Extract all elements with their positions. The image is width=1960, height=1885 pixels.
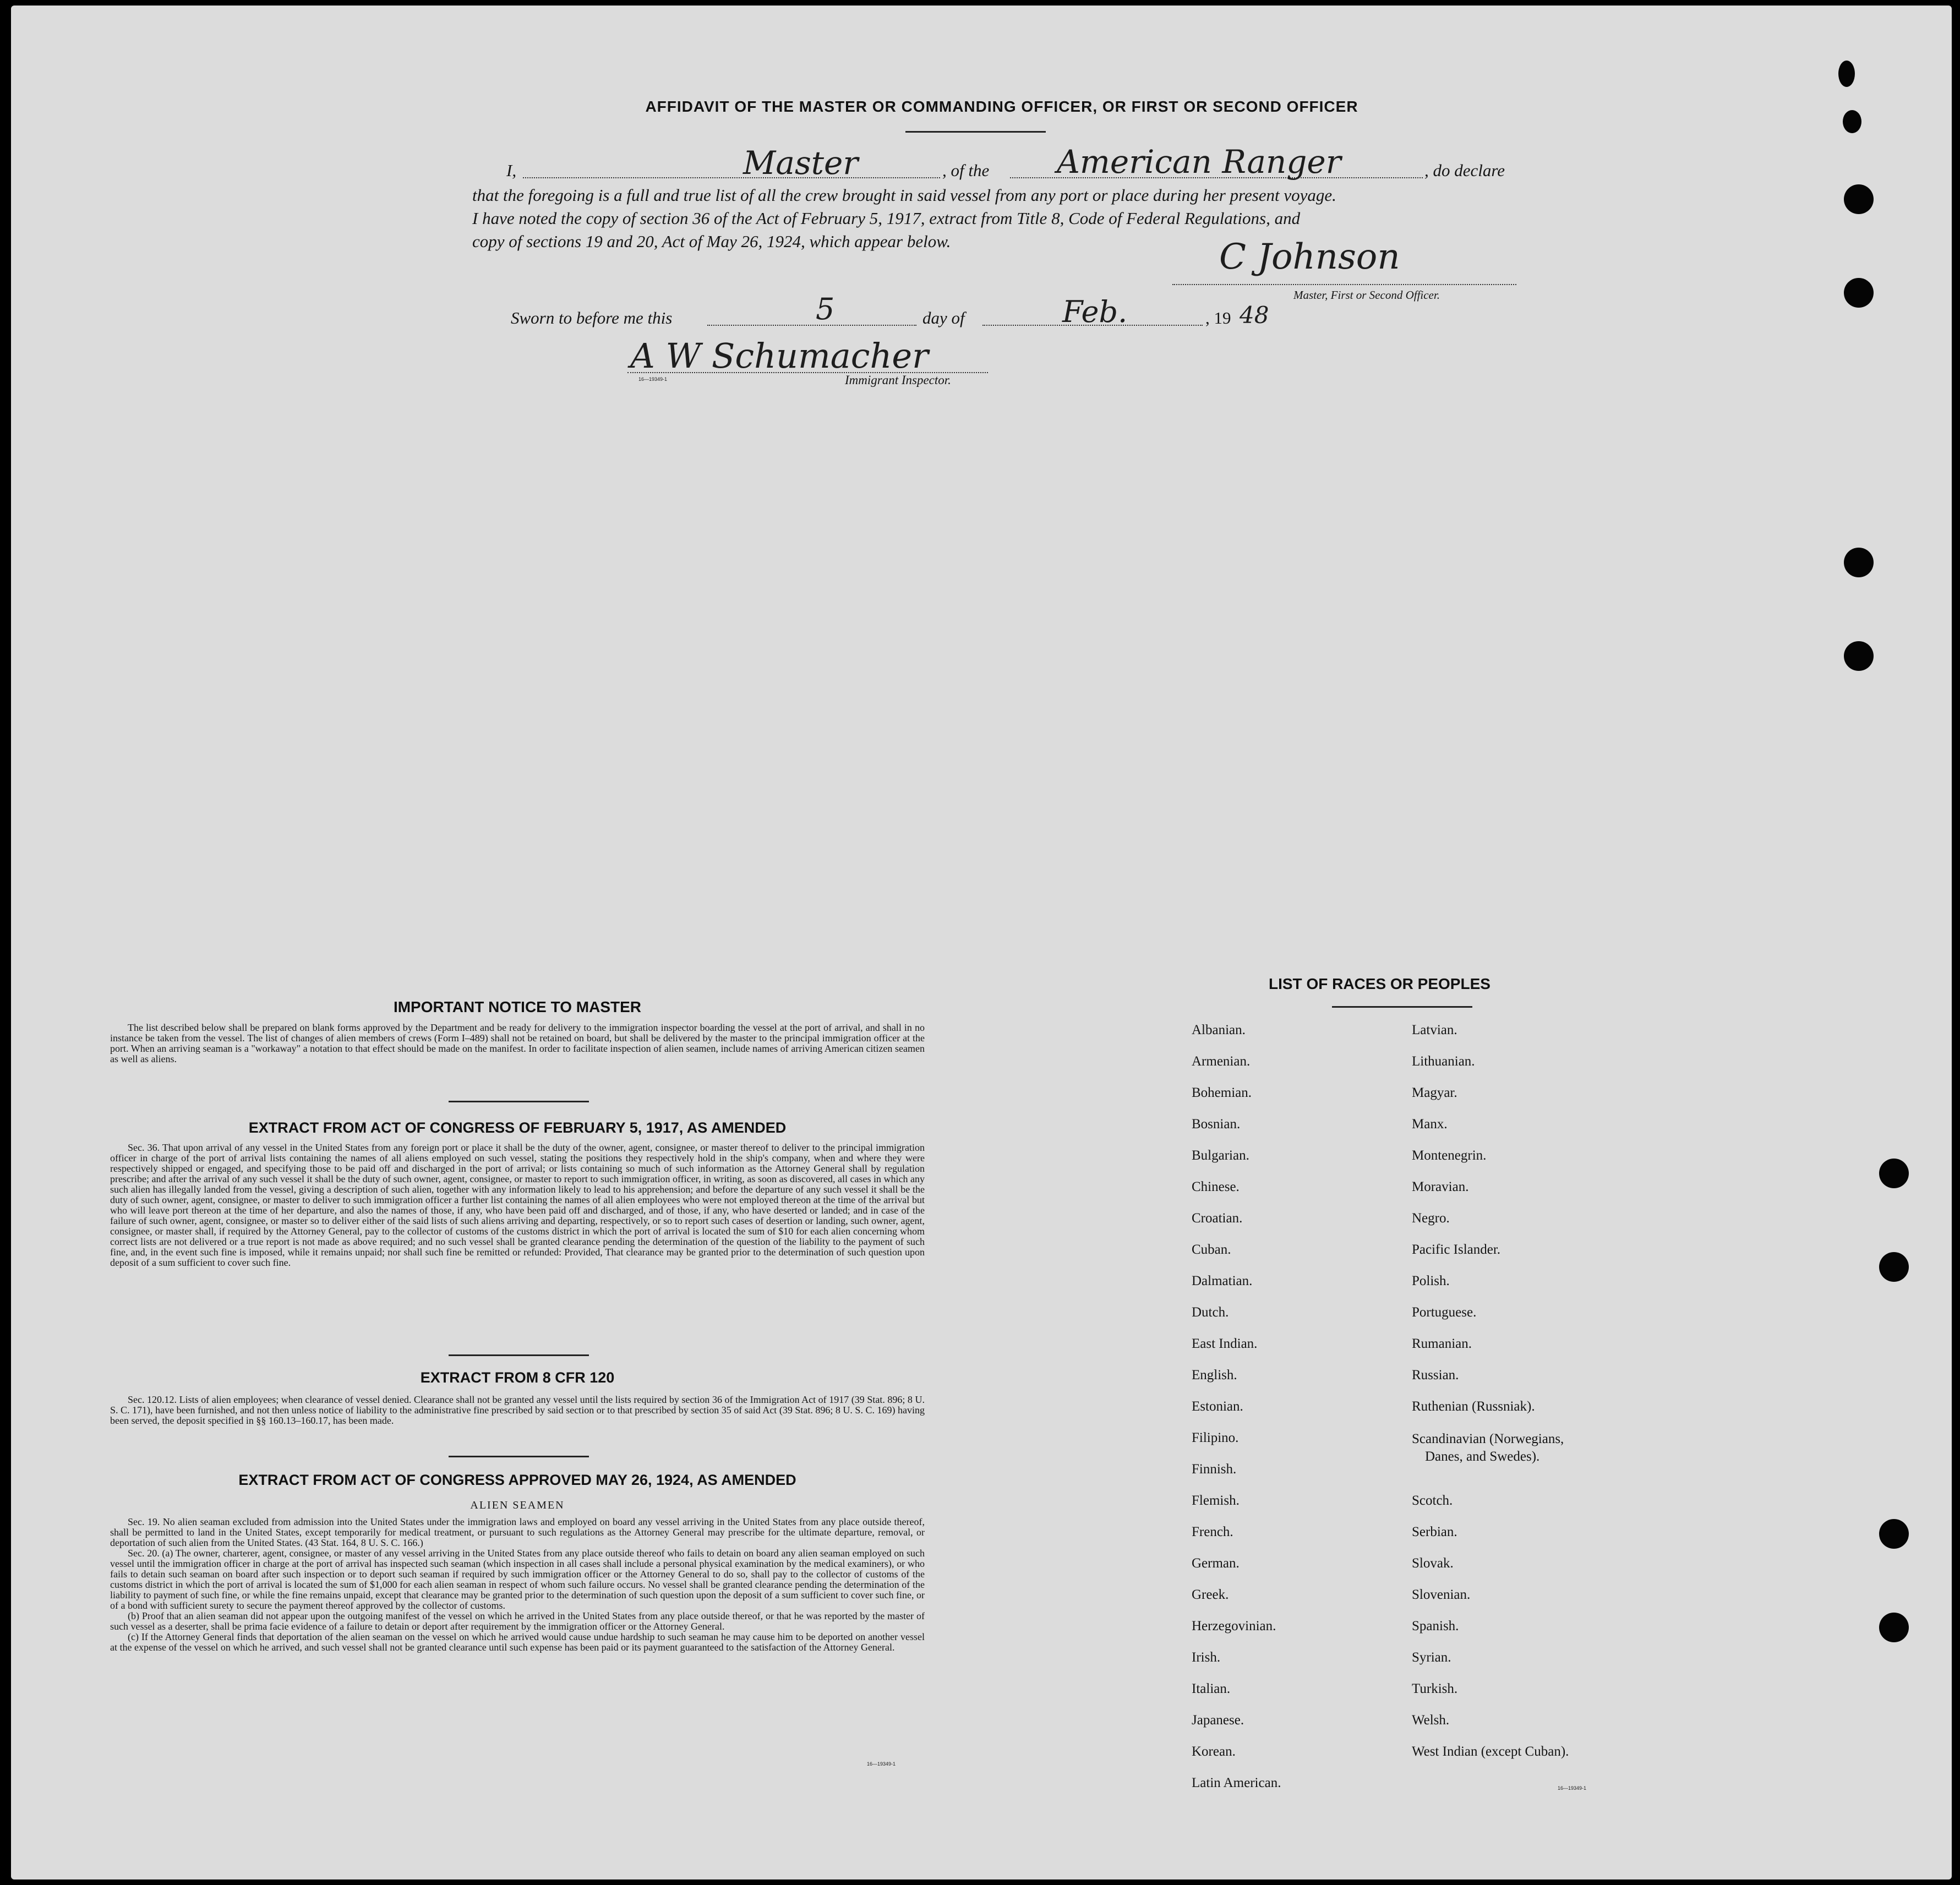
form-number: 16—19349-1	[1558, 1785, 1587, 1791]
handwritten-vessel-name: American Ranger	[1057, 143, 1341, 181]
punch-hole	[1843, 110, 1861, 133]
master-signature: C Johnson	[1219, 237, 1400, 277]
race-item: Turkish.	[1412, 1681, 1458, 1696]
notice-paragraph: The list described below shall be prepared on blank forms approved by the Department and be ready for delivery to the immigration inspector boarding the vessel at the port of arrival, and shall in no instance be taken from the vessel. The list of changes of alien members of crews (Form I–489) shall not be retained on board, but shall be delivered by the master to the principal immigration officer at the port. When an arriving seaman is a "workaway" a notation to that effect should be made on the manifest. In order to facilitate inspection of alien seamen, include names of arriving American citizen seamen as well as aliens.	[110, 1022, 925, 1064]
race-item: Dalmatian.	[1192, 1274, 1253, 1288]
race-item: Latin American.	[1192, 1775, 1281, 1790]
extract-1924-heading: EXTRACT FROM ACT OF CONGRESS APPROVED MAY 26, 1924, AS AMENDED	[238, 1472, 796, 1488]
form-page	[11, 6, 1952, 1879]
race-item: Bohemian.	[1192, 1085, 1252, 1100]
race-item: Irish.	[1192, 1650, 1221, 1665]
sec-20b-paragraph: (b) Proof that an alien seaman did not appear upon the outgoing manifest of the vessel on which he arrived in the United States from any place outside thereof, or that he was reported by the master of such vessel as a deserter, shall be prima facie evidence of a failure to detain or deport after requirement by the immigration officer or the Attorney General.	[110, 1610, 925, 1632]
race-item: Greek.	[1192, 1587, 1229, 1602]
sec-120-12-paragraph: Sec. 120.12. Lists of alien employees; when clearance of vessel denied. Clearance shall not be granted any vessel until the lists required by section 36 of the Immigration Act of 1917 (39 Stat. 896; 8 U. S. C. 171), have been furnished, and not then unless notice of liability to the administrative fine prescribed by said section or to that prescribed by section 35 of said Act (39 Stat. 896; 8 U. S. C. 169) having been served, the deposit specified in §§ 160.13–160.17, has been made.	[110, 1394, 925, 1426]
alien-seamen-subheading: ALIEN SEAMEN	[470, 1499, 565, 1511]
form-number: 16—19349-1	[867, 1761, 896, 1767]
handwritten-month: Feb.	[1062, 294, 1128, 329]
race-item: Italian.	[1192, 1681, 1231, 1696]
sworn-label: Sworn to before me this	[511, 308, 673, 327]
race-item: Flemish.	[1192, 1493, 1240, 1508]
race-item: Lithuanian.	[1412, 1054, 1475, 1069]
sec-20c-paragraph: (c) If the Attorney General finds that deportation of the alien seaman on the vessel on which he arrived would cause undue hardship to such seaman he may cause him to be deported on another vessel at the expense of the vessel on which he arrived, and such vessel shall not be granted clearance until such expense has been paid or its payment guaranteed to the satisfaction of the Attorney General.	[110, 1631, 925, 1653]
race-item: Polish.	[1412, 1274, 1450, 1288]
race-item	[1412, 1430, 1564, 1466]
race-item: Albanian.	[1192, 1023, 1246, 1037]
handwritten-day: 5	[816, 292, 835, 326]
race-item: Herzegovinian.	[1192, 1619, 1276, 1633]
race-item: Slovenian.	[1412, 1587, 1471, 1602]
punch-hole	[1879, 1159, 1909, 1188]
day-of-label: day of	[922, 308, 965, 327]
race-item: Pacific Islander.	[1412, 1242, 1501, 1257]
extract-cfr-heading: EXTRACT FROM 8 CFR 120	[420, 1369, 615, 1386]
punch-hole	[1844, 278, 1874, 308]
punch-hole	[1879, 1252, 1909, 1282]
declaration-line: copy of sections 19 and 20, Act of May 26, 1924, which appear below.	[472, 232, 951, 251]
declaration-line: that the foregoing is a full and true list of all the crew brought in said vessel from any port or place during her present voyage.	[472, 185, 1336, 205]
race-item: Manx.	[1412, 1117, 1448, 1132]
declaration-prefix: I,	[506, 161, 517, 180]
race-item: Magyar.	[1412, 1085, 1457, 1100]
inspector-signature: A W Schumacher	[630, 336, 929, 376]
race-item: Latvian.	[1412, 1023, 1457, 1037]
sec-36-paragraph: Sec. 36. That upon arrival of any vessel in the United States from any foreign port or place it shall be the duty of the owner, agent, consignee, or master thereof to deliver to the principal immigration officer in charge of the port of arrival lists containing the names of all aliens employed on such vessel, stating the positions they respectively hold in the ship's company, when and where they were respectively shipped or engaged, and specifying those to be paid off and discharged in the port of arrival; or lists containing so much of such information as the Attorney General shall by regulation prescribe; and after the arrival of any such vessel it shall be the duty of such owner, agent, consignee, or master to report to such immigration officer, in writing, as soon as discovered, all cases in which any such alien has illegally landed from the vessel, giving a description of such alien, together with any information likely to lead to his apprehension; and before the departure of any such vessel it shall be the duty of such owner, agent, consignee, or master to deliver to such immigration officer a further list containing the names of all alien employees who were not employed thereon at the time of the arrival but who will leave port thereon at the time of her departure, and also the names of those, if any, who have been paid off and discharged, and of those, if any, who have deserted or landed; and in case of the failure of such owner, agent, consignee, or master so to deliver either of the said lists of such aliens arriving and departing, respectively, or so to report such cases of desertion or landing, such owner, agent, consignee, or master shall, if required by the Attorney General, pay to the collector of customs of the customs district in which the port of arrival is located the sum of $10 for each alien concerning whom correct lists are not delivered or a true report is not made as above required; and no such vessel shall be granted clearance pending the determination of the question of the liability to the payment of such fine, and, in the event such fine is imposed, while it remains unpaid; nor shall such fine be remitted or refunded: Provided, That clearance may be granted prior to the determination of such question upon deposit of a sum sufficient to cover such fine.	[110, 1142, 925, 1268]
race-item: Estonian.	[1192, 1399, 1243, 1414]
race-item: Moravian.	[1412, 1179, 1469, 1194]
race-item-line: Danes, and Swedes).	[1425, 1449, 1540, 1464]
race-item: Scotch.	[1412, 1493, 1453, 1508]
punch-hole	[1844, 641, 1874, 671]
declaration-line: I have noted the copy of section 36 of the Act of February 5, 1917, extract from Title 8, Code of Federal Regulations, and	[472, 209, 1301, 228]
race-item: German.	[1192, 1556, 1240, 1571]
form-number: 16—19349-1	[638, 376, 668, 382]
race-item: Syrian.	[1412, 1650, 1451, 1665]
race-item: Finnish.	[1192, 1462, 1237, 1477]
of-the-label: , of the	[942, 161, 990, 180]
race-item: Negro.	[1412, 1211, 1450, 1226]
race-item: Korean.	[1192, 1744, 1236, 1759]
handwritten-master: Master	[743, 144, 859, 182]
handwritten-year-suffix: 48	[1240, 302, 1269, 329]
race-item: Croatian.	[1192, 1211, 1243, 1226]
year-prefix: , 19	[1205, 308, 1231, 327]
race-item: Dutch.	[1192, 1305, 1229, 1320]
race-item: Ruthenian (Russniak).	[1412, 1399, 1535, 1414]
race-item: Cuban.	[1192, 1242, 1231, 1257]
race-item: Welsh.	[1412, 1713, 1450, 1728]
race-item: Spanish.	[1412, 1619, 1459, 1633]
punch-hole	[1844, 548, 1874, 577]
race-item: Slovak.	[1412, 1556, 1454, 1571]
race-item: Montenegrin.	[1412, 1148, 1487, 1163]
affidavit-title: AFFIDAVIT OF THE MASTER OR COMMANDING OFFICER, OR FIRST OR SECOND OFFICER	[645, 98, 1358, 115]
race-item: Serbian.	[1412, 1525, 1457, 1539]
inspector-caption: Immigrant Inspector.	[845, 373, 951, 387]
race-item: Japanese.	[1192, 1713, 1244, 1728]
punch-hole	[1838, 61, 1855, 87]
important-notice-heading: IMPORTANT NOTICE TO MASTER	[393, 998, 642, 1015]
extract-cfr-text	[110, 1395, 925, 1426]
master-officer-caption: Master, First or Second Officer.	[1293, 288, 1440, 302]
important-notice-text	[110, 1023, 925, 1064]
punch-hole	[1879, 1519, 1909, 1549]
race-item: Bosnian.	[1192, 1117, 1241, 1132]
punch-hole	[1844, 184, 1874, 214]
extract-1924-text	[110, 1517, 925, 1653]
sec-20a-paragraph: Sec. 20. (a) The owner, charterer, agent, consignee, or master of any vessel arriving in the United States from any place outside thereof who fails to detain on board any alien seaman employed on such vessel until the immigration officer in charge at the port of arrival has inspected such seaman (which inspection in all cases shall include a personal physical examination by the medical examiners), or who fails to detain such seaman on board after such inspection or to deport such seaman if required by such immigration officer or the Attorney General to do so, shall pay to the collector of customs of the customs district in which the port of arrival is located the sum of $1,000 for each alien seaman in respect of whom such failure occurs. No vessel shall be granted clearance pending the determination of the liability to payment of such fine, or while the fine remains unpaid, except that clearance may be granted prior to the determination of such question upon the deposit of a sum sufficient to cover such fine, or of a bond with sufficient surety to secure the payment thereof approved by the collector of customs.	[110, 1548, 925, 1611]
race-item: English.	[1192, 1368, 1237, 1383]
extract-1917-heading: EXTRACT FROM ACT OF CONGRESS OF FEBRUARY 5, 1917, AS AMENDED	[248, 1119, 787, 1136]
sec-19-paragraph: Sec. 19. No alien seaman excluded from admission into the United States under the immigration laws and employed on board any vessel arriving in the United States from any place outside thereof, shall be permitted to land in the United States, except temporarily for medical treatment, or pursuant to such regulations as the Attorney General may prescribe for the ultimate departure, removal, or deportation of such alien from the United States. (43 Stat. 164, 8 U. S. C. 166.)	[110, 1516, 925, 1548]
race-item: East Indian.	[1192, 1336, 1258, 1351]
punch-hole	[1879, 1613, 1909, 1642]
race-item-line: Scandinavian (Norwegians,	[1412, 1431, 1564, 1446]
race-item: Bulgarian.	[1192, 1148, 1249, 1163]
race-item: Russian.	[1412, 1368, 1459, 1383]
race-item: French.	[1192, 1525, 1233, 1539]
race-item: Armenian.	[1192, 1054, 1251, 1069]
do-declare-label: , do declare	[1424, 161, 1505, 180]
race-item: Filipino.	[1192, 1430, 1239, 1445]
race-item: Rumanian.	[1412, 1336, 1472, 1351]
race-item: Portuguese.	[1412, 1305, 1477, 1320]
race-item: Chinese.	[1192, 1179, 1240, 1194]
extract-1917-text	[110, 1143, 925, 1268]
races-list-heading: LIST OF RACES OR PEOPLES	[1269, 975, 1491, 992]
race-item: West Indian (except Cuban).	[1412, 1744, 1569, 1759]
